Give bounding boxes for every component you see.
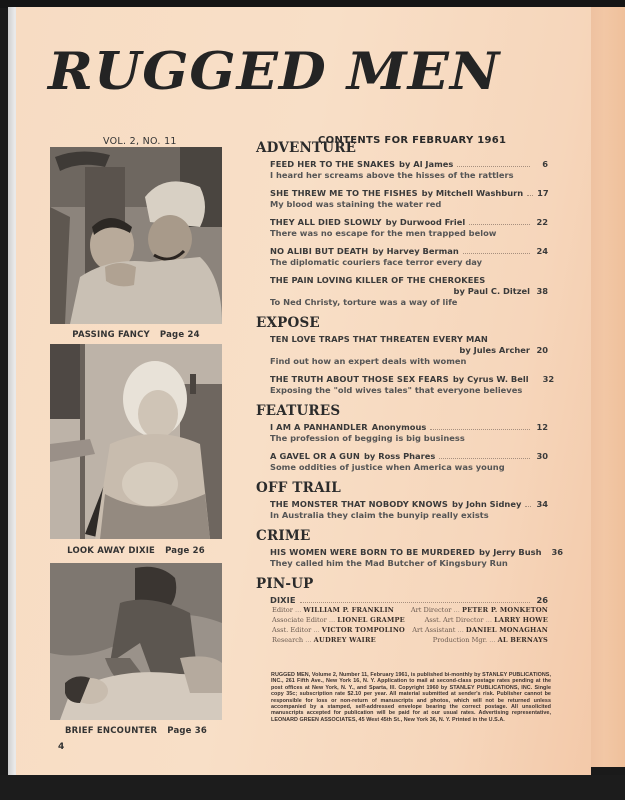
dot-leader — [463, 253, 530, 254]
spacer — [533, 381, 539, 382]
toc-entry[interactable]: I AM A PANHANDLER Anonymous 12 The profession of begging is big business — [270, 422, 548, 443]
entry-subtitle: They called him the Mad Butcher of Kingsbury Run — [270, 558, 508, 568]
toc-entry[interactable]: NO ALIBI BUT DEATH by Harvey Berman 24 The diplomatic couriers face terror every day — [270, 246, 548, 267]
masthead: RUGGED MEN — [48, 42, 501, 102]
dot-leader — [525, 506, 531, 507]
toc-entry[interactable]: THE MONSTER THAT NOBODY KNOWS by John Sidney 34 In Australia they claim the bunyip really exists — [270, 499, 548, 520]
toc-entry[interactable]: TEN LOVE TRAPS THAT THREATEN EVERY MAN by Jules Archer 20 Find out how an expert deals with women — [270, 334, 548, 366]
dot-leader — [430, 429, 530, 430]
entry-subtitle: In Australia they claim the bunyip really exists — [270, 510, 489, 520]
page-ref: 20 — [536, 345, 548, 355]
facing-page — [589, 7, 625, 767]
caption-passing-fancy: PASSING FANCY Page 24 — [72, 330, 200, 340]
entry-subtitle: My blood was staining the water red — [270, 199, 442, 209]
dot-leader — [439, 458, 530, 459]
section-heading: OFF TRAIL — [256, 480, 341, 496]
page-ref: 12 — [536, 422, 548, 432]
section-features — [256, 403, 548, 473]
dot-leader — [300, 602, 530, 603]
spacer — [544, 554, 550, 555]
toc-entry[interactable]: FEED HER TO THE SNAKES by Al James 6 I heard her screams above the hisses of the rattlers — [270, 159, 548, 180]
caption-look-away-dixie: LOOK AWAY DIXIE Page 26 — [67, 546, 205, 556]
staff-row: Research ... AUDREY WAIRE Production Mgr. ... AL BERNAYS — [272, 636, 548, 644]
page-ref: 17 — [537, 188, 549, 198]
section-heading: CRIME — [256, 528, 311, 544]
section-crime — [256, 528, 564, 569]
volume-number: VOL. 2, NO. 11 — [103, 136, 177, 147]
illustration-passing-fancy — [50, 147, 222, 324]
toc-entry[interactable]: DIXIE 26 — [270, 595, 548, 605]
page-ref: 22 — [536, 217, 548, 227]
entry-subtitle: I heard her screams above the hisses of the rattlers — [270, 170, 514, 180]
toc-entry[interactable]: THE TRUTH ABOUT THOSE SEX FEARS by Cyrus W. Bell 32 Exposing the "old wives tales" that everyone believes — [270, 374, 555, 395]
page-ref: 24 — [536, 246, 548, 256]
page-ref: 34 — [536, 499, 548, 509]
page-ref: 38 — [536, 286, 548, 296]
section-pin-up — [256, 576, 548, 606]
section-heading: PIN-UP — [256, 576, 314, 592]
page-ref: 6 — [542, 159, 548, 169]
caption-brief-encounter: BRIEF ENCOUNTER Page 36 — [64, 726, 208, 736]
entry-subtitle: Some oddities of justice when America was young — [270, 462, 505, 472]
entry-subtitle: The profession of begging is big business — [270, 433, 465, 443]
publication-notice: RUGGED MEN, Volume 2, Number 11, February 1961, is published bi-monthly by STANLEY PUBLICATIONS, INC., 261 Fifth Ave., New York 16, N. Y. Application to mail at second-class postage rates pending at the post offices at New York, N. Y., and Sparta, Ill. Copyright 1960 by STANLEY PUBLICATIONS, INC. Single copy 35c; subscription rate $2.10 per year. All material submitted at sender's risk. Publisher cannot be responsible for loss or non-return of manuscripts and photos, which will not be returned unless accompanied by a stamped, self-addressed envelope bearing the correct postage. All unsolicited manuscripts accepted for publication will be paid for at our usual rates. Advertising representative, LEONARD GREEN ASSOCIATES, 45 West 45th St., New York 36, N. Y. Printed in the U.S.A. — [271, 672, 551, 723]
section-heading: EXPOSE — [256, 315, 320, 331]
toc-entry[interactable]: THE PAIN LOVING KILLER OF THE CHEROKEES by Paul C. Ditzel 38 To Ned Christy, torture was a way of life — [270, 275, 548, 307]
table-of-contents — [256, 140, 564, 613]
staff-row: Editor ... WILLIAM P. FRANKLIN Art Director ... PETER P. MONKETON — [272, 606, 548, 614]
section-heading: FEATURES — [256, 403, 341, 419]
page-ref: 30 — [536, 451, 548, 461]
page-ref: 32 — [542, 374, 555, 384]
section-off-trail — [256, 480, 548, 521]
page-number: 4 — [58, 742, 65, 752]
staff-row: Associate Editor ... LIONEL GRAMPE Asst. Art Director ... LARRY HOWE — [272, 616, 548, 624]
section-heading: ADVENTURE — [256, 140, 357, 156]
entry-subtitle: There was no escape for the men trapped below — [270, 228, 497, 238]
entry-subtitle: To Ned Christy, torture was a way of life — [270, 297, 458, 307]
page-ref: 36 — [551, 547, 564, 557]
dot-leader — [469, 224, 530, 225]
photo-look-away-dixie — [50, 344, 222, 539]
contents-heading: CONTENTS FOR FEBRUARY 1961 — [318, 135, 507, 146]
toc-entry[interactable]: THEY ALL DIED SLOWLY by Durwood Friel 22 There was no escape for the men trapped below — [270, 217, 548, 238]
page-ref: 26 — [536, 595, 548, 605]
entry-subtitle: The diplomatic couriers face terror every day — [270, 257, 483, 267]
toc-entry[interactable]: SHE THREW ME TO THE FISHES by Mitchell Washburn 17 My blood was staining the water red — [270, 188, 549, 209]
section-adventure — [256, 140, 548, 308]
toc-entry[interactable]: HIS WOMEN WERE BORN TO BE MURDERED by Jerry Bush 36 They called him the Mad Butcher of Kingsbury Run — [270, 547, 564, 568]
dot-leader — [457, 166, 530, 167]
staff-row: Asst. Editor ... VICTOR TOMPOLINO Art Assistant ... DANIEL MONAGHAN — [272, 626, 548, 634]
toc-entry[interactable]: A GAVEL OR A GUN by Ross Phares 30 Some oddities of justice when America was young — [270, 451, 548, 472]
entry-subtitle: Exposing the "old wives tales" that everyone believes — [270, 385, 523, 395]
section-expose — [256, 315, 555, 396]
staff-credits — [272, 605, 548, 645]
dot-leader — [527, 195, 533, 196]
illustration-brief-encounter — [50, 563, 222, 720]
backdrop — [0, 775, 625, 800]
entry-subtitle: Find out how an expert deals with women — [270, 356, 467, 366]
